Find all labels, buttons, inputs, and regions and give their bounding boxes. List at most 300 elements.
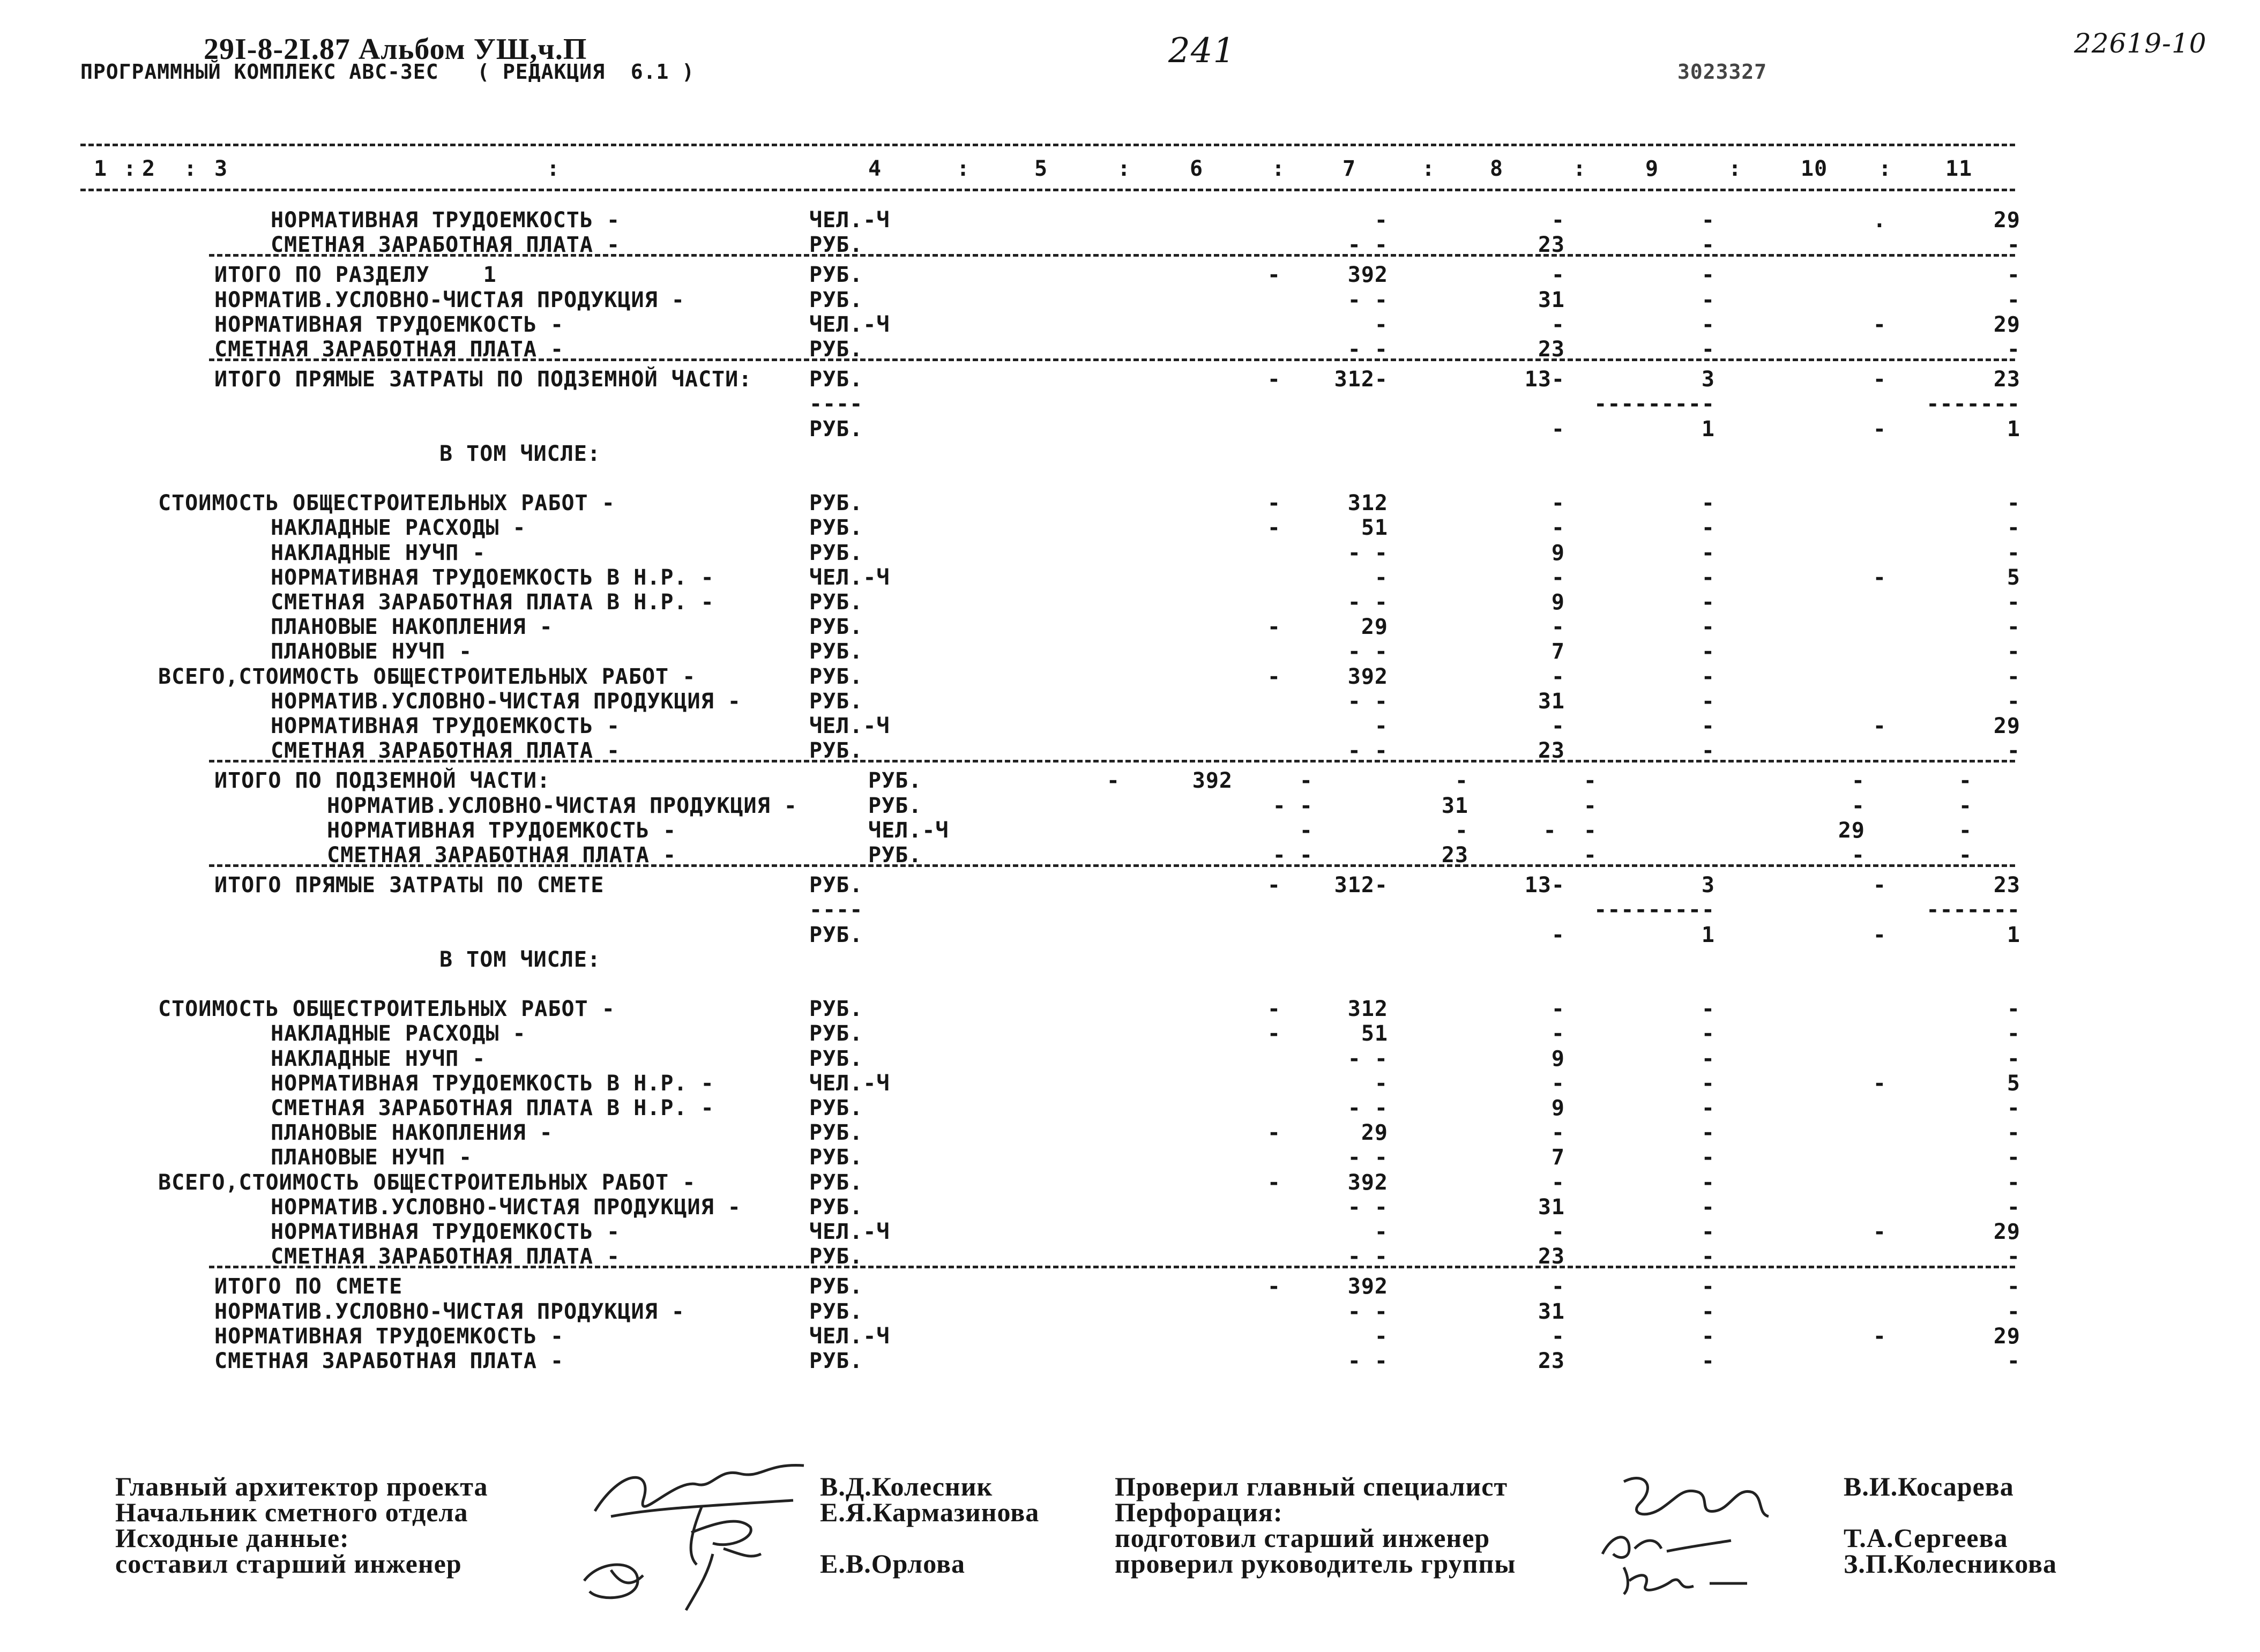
- row-unit: РУБ.: [809, 1299, 863, 1324]
- table-row: [0, 639, 2260, 664]
- cell-c8: 7: [1551, 639, 1565, 664]
- cell-c10: -: [1873, 922, 1886, 947]
- cell-c7: 51: [1361, 515, 1388, 541]
- cell-c7: 392: [1347, 263, 1388, 288]
- cell-c8: -: [1551, 208, 1565, 233]
- cell-c7: -: [1374, 208, 1388, 233]
- signatory-name: Е.Я.Кармазинова: [820, 1497, 1040, 1527]
- cell-c7: - -: [1347, 287, 1388, 312]
- cell-c8: 23: [1538, 233, 1565, 258]
- cell-c10: -: [1873, 1071, 1886, 1096]
- cell-c8: -: [1551, 922, 1565, 947]
- row-unit: РУБ.: [809, 615, 863, 640]
- cell-c7: -: [1374, 312, 1388, 337]
- section-separator: [209, 1266, 2015, 1268]
- cell-c9: -: [1701, 491, 1715, 516]
- cell-c9: 1: [1701, 416, 1715, 442]
- row-unit: РУБ.: [809, 664, 863, 689]
- cell-c9: -: [1701, 590, 1715, 615]
- row-unit: РУБ.: [809, 491, 863, 516]
- table-row: [0, 1349, 2260, 1373]
- row-label: СТОИМОСТЬ ОБЩЕСТРОИТЕЛЬНЫХ РАБОТ -: [158, 491, 615, 516]
- cell-c8: 31: [1441, 793, 1468, 818]
- cell-c6: -: [1267, 615, 1281, 640]
- cell-c7: - -: [1347, 1046, 1388, 1071]
- row-label: НОРМАТИВНАЯ ТРУДОЕМКОСТЬ -: [271, 714, 621, 738]
- table-row: [0, 768, 2260, 793]
- cell-c7: - -: [1347, 540, 1388, 565]
- table-row: [0, 1145, 2260, 1170]
- table-row: [0, 1046, 2260, 1071]
- cell-c7: -: [1374, 1071, 1388, 1096]
- signature-role: Проверил главный специалист: [1115, 1471, 1508, 1501]
- signatory-name: З.П.Колесникова: [1844, 1549, 2057, 1579]
- cell-c10: -: [1873, 1324, 1886, 1349]
- cell-c7: -: [1299, 818, 1313, 843]
- header-bottom-rule: [80, 189, 2015, 191]
- table-row: [0, 466, 2260, 491]
- table-row: [0, 1096, 2260, 1120]
- row-unit: РУБ.: [809, 997, 863, 1022]
- cell-c11: -: [1958, 793, 1972, 818]
- cell-c11: 23: [1993, 873, 2020, 898]
- cell-c7: - -: [1347, 1244, 1388, 1269]
- column-separator: :: [1117, 156, 1131, 181]
- cell-c9: -: [1701, 540, 1715, 565]
- table-row: [0, 417, 2260, 442]
- cell-c7: -: [1299, 768, 1313, 794]
- signature-role: Главный архитектор проекта: [115, 1471, 488, 1501]
- cell-c8: -: [1551, 1220, 1565, 1244]
- row-label: ИТОГО ПРЯМЫЕ ЗАТРАТЫ ПО СМЕТЕ: [214, 873, 605, 898]
- section-separator: [209, 254, 2015, 257]
- cell-c6: -: [1267, 1274, 1281, 1299]
- cell-c8: -: [1551, 714, 1565, 738]
- cell-c8: -: [1551, 1170, 1565, 1195]
- signature-group-head: [1618, 1557, 1758, 1599]
- cell-c8: -: [1551, 416, 1565, 442]
- cell-c9: -: [1701, 515, 1715, 541]
- signature-role: Исходные данные:: [115, 1523, 349, 1553]
- row-label: ИТОГО ПО СМЕТЕ: [214, 1274, 403, 1299]
- cell-c9: -: [1701, 1046, 1715, 1071]
- cell-c11: -: [2007, 738, 2020, 764]
- row-label: ИТОГО ПО РАЗДЕЛУ 1: [214, 263, 497, 288]
- cell-c9: 3: [1701, 873, 1715, 898]
- cell-c6: -: [1267, 515, 1281, 541]
- table-row: [0, 1120, 2260, 1145]
- table-row: [0, 312, 2260, 337]
- table-row: [0, 367, 2260, 392]
- table-row: [0, 738, 2260, 763]
- row-unit: ЧЕЛ.-Ч: [809, 1071, 890, 1096]
- column-separator: :: [184, 156, 198, 181]
- section-separator: [209, 760, 2015, 763]
- cell-c11: 23: [1993, 367, 2020, 392]
- column-number: 2: [142, 156, 156, 181]
- row-label: НОРМАТИВНАЯ ТРУДОЕМКОСТЬ В Н.Р. -: [271, 1071, 714, 1096]
- cell-c11: -: [2007, 1145, 2020, 1170]
- cell-c11: -: [2007, 287, 2020, 312]
- cell-c8: -: [1551, 1274, 1565, 1299]
- row-unit: РУБ.: [809, 515, 863, 541]
- row-unit: РУБ.: [809, 1046, 863, 1071]
- cell-c9: -: [1701, 263, 1715, 288]
- table-row: [0, 1299, 2260, 1324]
- cell-c9: -: [1701, 1244, 1715, 1269]
- cell-c9: -: [1701, 1349, 1715, 1373]
- cell-c8: 31: [1538, 287, 1565, 312]
- table-row: [0, 491, 2260, 515]
- table-row: [0, 233, 2260, 257]
- cell-c8: -: [1551, 565, 1565, 590]
- table-row: [0, 337, 2260, 362]
- signature-compiler: [579, 1549, 761, 1613]
- cell-c8: 23: [1441, 843, 1468, 868]
- cell-c11: 29: [1993, 1220, 2020, 1244]
- signatory-name: Т.А.Сергеева: [1844, 1523, 2008, 1553]
- cell-c8: 13-: [1524, 367, 1565, 392]
- cell-c11: -: [2007, 639, 2020, 664]
- row-unit: РУБ.: [809, 367, 863, 392]
- signature-role: Перфорация:: [1115, 1497, 1283, 1527]
- row-unit: РУБ.: [809, 1021, 863, 1046]
- row-label: НОРМАТИВНАЯ ТРУДОЕМКОСТЬ -: [214, 312, 564, 337]
- cell-c8: -: [1551, 491, 1565, 516]
- table-row: [0, 818, 2260, 843]
- table-row: [0, 1021, 2260, 1046]
- cell-c8: 23: [1538, 738, 1565, 764]
- cell-c9: -: [1701, 1145, 1715, 1170]
- table-row: [0, 972, 2260, 997]
- row-label: СМЕТНАЯ ЗАРАБОТНАЯ ПЛАТА В Н.Р. -: [271, 590, 714, 615]
- row-label: НОРМАТИВНАЯ ТРУДОЕМКОСТЬ -: [271, 208, 621, 233]
- row-unit: РУБ.: [809, 1244, 863, 1269]
- column-number: 11: [1945, 156, 1973, 181]
- row-unit: РУБ.: [809, 1194, 863, 1220]
- cell-c10: -: [1873, 873, 1886, 898]
- cell-c8: 9: [1551, 590, 1565, 615]
- signatory-name: В.Д.Колесник: [820, 1471, 993, 1501]
- cell-c6: -: [1267, 263, 1281, 288]
- cell-c9: -: [1583, 768, 1597, 794]
- table-row: [0, 263, 2260, 287]
- cell-c8: -: [1551, 997, 1565, 1022]
- cell-c6: -: [1267, 1120, 1281, 1146]
- cell-c8: 13-: [1524, 873, 1565, 898]
- row-unit: ----: [809, 392, 863, 417]
- cell-c11: -: [2007, 1349, 2020, 1373]
- table-row: [0, 873, 2260, 898]
- table-row: [0, 541, 2260, 565]
- column-number: 3: [214, 156, 228, 181]
- cell-c8: 31: [1538, 689, 1565, 714]
- cell-c9: -: [1701, 312, 1715, 337]
- row-label: СМЕТНАЯ ЗАРАБОТНАЯ ПЛАТА В Н.Р. -: [271, 1096, 714, 1120]
- cell-c9: -: [1701, 208, 1715, 233]
- column-number: 6: [1190, 156, 1204, 181]
- cell-c9: -: [1701, 287, 1715, 312]
- cell-c8: -: [1551, 1120, 1565, 1146]
- column-number: 8: [1490, 156, 1504, 181]
- row-unit: РУБ.: [809, 1145, 863, 1170]
- cell-c9: -: [1701, 738, 1715, 764]
- cell-c8: -: [1551, 1021, 1565, 1046]
- cell-c8: 7: [1551, 1145, 1565, 1170]
- cell-c7: - -: [1347, 1194, 1388, 1220]
- cell-c11: -: [1958, 843, 1972, 868]
- cell-c9: -: [1701, 1299, 1715, 1324]
- row-unit: ЧЕЛ.-Ч: [809, 714, 890, 738]
- cell-c7: - -: [1347, 590, 1388, 615]
- table-row: [0, 898, 2260, 922]
- cell-c11: -: [1958, 818, 1972, 843]
- cell-c8: -: [1551, 1324, 1565, 1349]
- cell-c11: -: [2007, 1244, 2020, 1269]
- cell-c7: - -: [1347, 1145, 1388, 1170]
- signature-role: составил старший инженер: [115, 1549, 462, 1579]
- cell-c9: -: [1701, 1324, 1715, 1349]
- page-number: 241: [1168, 31, 1236, 71]
- row-label: ПЛАНОВЫЕ НУЧП -: [271, 1145, 473, 1170]
- cell-c8: -: [1551, 263, 1565, 288]
- cell-c6: 392: [1192, 768, 1233, 794]
- row-unit: РУБ.: [809, 416, 863, 442]
- cell-c11: 5: [2007, 565, 2020, 590]
- cell-c7: -: [1374, 565, 1388, 590]
- cell-c11: -: [2007, 491, 2020, 516]
- cell-c7: 312-: [1334, 873, 1388, 898]
- cell-c7: - -: [1272, 793, 1313, 818]
- signature-chief-specialist: [1613, 1466, 1774, 1524]
- column-separator: :: [547, 156, 561, 181]
- row-label: НОРМАТИВНАЯ ТРУДОЕМКОСТЬ В Н.Р. -: [271, 565, 714, 590]
- cell-c6: -: [1267, 664, 1281, 689]
- cell-c8: -: [1551, 664, 1565, 689]
- cell-c6: -: [1267, 367, 1281, 392]
- cell-c8: -: [1551, 312, 1565, 337]
- signature-role: подготовил старший инженер: [1115, 1523, 1490, 1553]
- column-number: 10: [1801, 156, 1828, 181]
- cell-c9: -: [1701, 639, 1715, 664]
- cell-c11: 29: [1993, 208, 2020, 233]
- cell-c11: -: [1958, 768, 1972, 794]
- cell-c7: -: [1374, 1324, 1388, 1349]
- cell-c7: - -: [1347, 639, 1388, 664]
- cell-c9: -: [1701, 1170, 1715, 1195]
- table-row: [0, 664, 2260, 689]
- row-label: ВСЕГО,СТОИМОСТЬ ОБЩЕСТРОИТЕЛЬНЫХ РАБОТ -: [158, 1170, 696, 1195]
- row-label: СМЕТНАЯ ЗАРАБОТНАЯ ПЛАТА -: [214, 1349, 564, 1373]
- table-row: [0, 1170, 2260, 1195]
- row-unit: РУБ.: [809, 639, 863, 664]
- row-label: НОРМАТИВ.УСЛОВНО-ЧИСТАЯ ПРОДУКЦИЯ -: [214, 287, 685, 312]
- column-separator: :: [957, 156, 971, 181]
- column-separator: :: [1728, 156, 1742, 181]
- table-row: [0, 689, 2260, 714]
- cell-c8: 23: [1538, 1244, 1565, 1269]
- table-row: [0, 392, 2260, 416]
- cell-c9: -: [1701, 337, 1715, 362]
- cell-c11: -------: [1926, 392, 2020, 417]
- table-row: [0, 208, 2260, 233]
- program-title: ПРОГРАММНЫЙ КОМПЛЕКС АВС-ЗЕС ( РЕДАКЦИЯ 6.1 ): [80, 60, 695, 84]
- table-row: [0, 615, 2260, 639]
- row-unit: ЧЕЛ.-Ч: [809, 565, 890, 590]
- row-label: ПЛАНОВЫЕ НАКОПЛЕНИЯ -: [271, 1120, 553, 1146]
- row-unit: РУБ.: [809, 287, 863, 312]
- cell-c11: -------: [1926, 898, 2020, 923]
- table-row: [0, 997, 2260, 1021]
- cell-c11: -: [2007, 1120, 2020, 1146]
- cell-c8: 23: [1538, 337, 1565, 362]
- cell-c8: -: [1551, 1071, 1565, 1096]
- column-number: 1: [94, 156, 108, 181]
- signatory-name: В.И.Косарева: [1844, 1471, 2014, 1501]
- row-unit: РУБ.: [809, 873, 863, 898]
- row-unit: РУБ.: [809, 1096, 863, 1120]
- cell-c6: -: [1267, 873, 1281, 898]
- column-separator: :: [123, 156, 137, 181]
- row-unit: РУБ.: [868, 793, 922, 818]
- row-label: ИТОГО ПРЯМЫЕ ЗАТРАТЫ ПО ПОДЗЕМНОЙ ЧАСТИ:: [214, 367, 752, 392]
- cell-c8: 9: [1551, 1096, 1565, 1120]
- cell-c9: ---------: [1594, 392, 1715, 417]
- section-separator: [209, 864, 2015, 867]
- row-unit: РУБ.: [868, 843, 922, 868]
- cell-c9: -: [1701, 1096, 1715, 1120]
- cell-c11: 29: [1993, 312, 2020, 337]
- cell-c8: -: [1455, 818, 1468, 843]
- cell-c11: 1: [2007, 922, 2020, 947]
- row-unit: ЧЕЛ.-Ч: [809, 208, 890, 233]
- cell-c11: -: [2007, 515, 2020, 541]
- table-row: [0, 1195, 2260, 1220]
- row-label: СМЕТНАЯ ЗАРАБОТНАЯ ПЛАТА -: [214, 337, 564, 362]
- cell-c5: -: [1106, 768, 1120, 794]
- cell-c11: -: [2007, 1299, 2020, 1324]
- cell-c11: -: [2007, 689, 2020, 714]
- cell-c7: - -: [1347, 689, 1388, 714]
- row-label: НОРМАТИВ.УСЛОВНО-ЧИСТАЯ ПРОДУКЦИЯ -: [214, 1299, 685, 1324]
- row-label: НОРМАТИВ.УСЛОВНО-ЧИСТАЯ ПРОДУКЦИЯ -: [271, 689, 741, 714]
- table-row: [0, 1220, 2260, 1244]
- cell-c9: ---------: [1594, 898, 1715, 923]
- cell-c9: -: [1701, 233, 1715, 258]
- row-unit: ЧЕЛ.-Ч: [868, 818, 949, 843]
- row-unit: ЧЕЛ.-Ч: [809, 1220, 890, 1244]
- table-row: [0, 565, 2260, 590]
- cell-c7: 51: [1361, 1021, 1388, 1046]
- row-unit: РУБ.: [809, 233, 863, 258]
- row-label: ПЛАНОВЫЕ НАКОПЛЕНИЯ -: [271, 615, 553, 640]
- cell-c8: -: [1551, 615, 1565, 640]
- cell-c7: 312: [1347, 491, 1388, 516]
- row-label: НАКЛАДНЫЕ НУЧП -: [271, 540, 486, 565]
- column-separator: :: [1422, 156, 1436, 181]
- row-label: В ТОМ ЧИСЛЕ:: [439, 441, 601, 466]
- row-label: ИТОГО ПО ПОДЗЕМНОЙ ЧАСТИ:: [214, 768, 551, 794]
- cell-c11: -: [2007, 997, 2020, 1022]
- cell-c7: - -: [1272, 843, 1313, 868]
- cell-c11: -: [2007, 664, 2020, 689]
- cell-c8: 31: [1538, 1194, 1565, 1220]
- table-row: [0, 442, 2260, 466]
- row-unit: РУБ.: [809, 922, 863, 947]
- cell-c9: -: [1701, 664, 1715, 689]
- cell-c11: -: [2007, 1274, 2020, 1299]
- cell-c11: 5: [2007, 1071, 2020, 1096]
- row-unit: РУБ.: [809, 1170, 863, 1195]
- cell-c10: -: [1851, 843, 1865, 868]
- cell-c7: 29: [1361, 1120, 1388, 1146]
- cell-c9: -: [1701, 997, 1715, 1022]
- table-row: [0, 590, 2260, 615]
- row-unit: РУБ.: [809, 590, 863, 615]
- row-unit: РУБ.: [868, 768, 922, 794]
- cell-c7: - -: [1347, 337, 1388, 362]
- cell-c11: -: [2007, 540, 2020, 565]
- cell-c11: -: [2007, 1194, 2020, 1220]
- cell-c6: -: [1267, 997, 1281, 1022]
- cell-c9: -: [1701, 565, 1715, 590]
- table-row: [0, 1324, 2260, 1349]
- table-row: [0, 714, 2260, 738]
- cell-c9: -: [1701, 1120, 1715, 1146]
- cell-c11: -: [2007, 1021, 2020, 1046]
- row-label: СМЕТНАЯ ЗАРАБОТНАЯ ПЛАТА -: [271, 1244, 621, 1269]
- cell-c11: -: [2007, 1096, 2020, 1120]
- cell-c6: -: [1267, 1021, 1281, 1046]
- table-row: [0, 1071, 2260, 1096]
- cell-c9: -: [1701, 1194, 1715, 1220]
- cell-c10: -: [1851, 768, 1865, 794]
- cell-c10: -: [1851, 793, 1865, 818]
- signature-role: Начальник сметного отдела: [115, 1497, 468, 1527]
- cell-c10: -: [1873, 312, 1886, 337]
- row-label: НАКЛАДНЫЕ РАСХОДЫ -: [271, 515, 526, 541]
- cell-c9: - -: [1543, 818, 1597, 843]
- row-label: ПЛАНОВЫЕ НУЧП -: [271, 639, 473, 664]
- cell-c9: 3: [1701, 367, 1715, 392]
- cell-c7: 312-: [1334, 367, 1388, 392]
- cell-c9: -: [1701, 689, 1715, 714]
- cell-c10: -: [1873, 367, 1886, 392]
- cell-c7: - -: [1347, 1299, 1388, 1324]
- table-row: [0, 843, 2260, 868]
- cell-c11: -: [2007, 590, 2020, 615]
- cell-c6: -: [1267, 1170, 1281, 1195]
- cell-c10: -: [1873, 565, 1886, 590]
- column-number: 7: [1342, 156, 1356, 181]
- table-row: [0, 1244, 2260, 1269]
- cell-c7: 392: [1347, 1170, 1388, 1195]
- column-number: 4: [868, 156, 882, 181]
- column-separator: :: [1878, 156, 1892, 181]
- column-separator: :: [1573, 156, 1587, 181]
- signature-role: проверил руководитель группы: [1115, 1549, 1516, 1579]
- table-row: [0, 1274, 2260, 1299]
- table-row: [0, 794, 2260, 818]
- row-label: НАКЛАДНЫЕ НУЧП -: [271, 1046, 486, 1071]
- cell-c11: 29: [1993, 714, 2020, 738]
- cell-c7: 392: [1347, 664, 1388, 689]
- cell-c10: -: [1873, 416, 1886, 442]
- corner-mark: 22619-10: [2074, 28, 2207, 59]
- cell-c11: -: [2007, 1170, 2020, 1195]
- cell-c7: -: [1374, 1220, 1388, 1244]
- row-unit: РУБ.: [809, 540, 863, 565]
